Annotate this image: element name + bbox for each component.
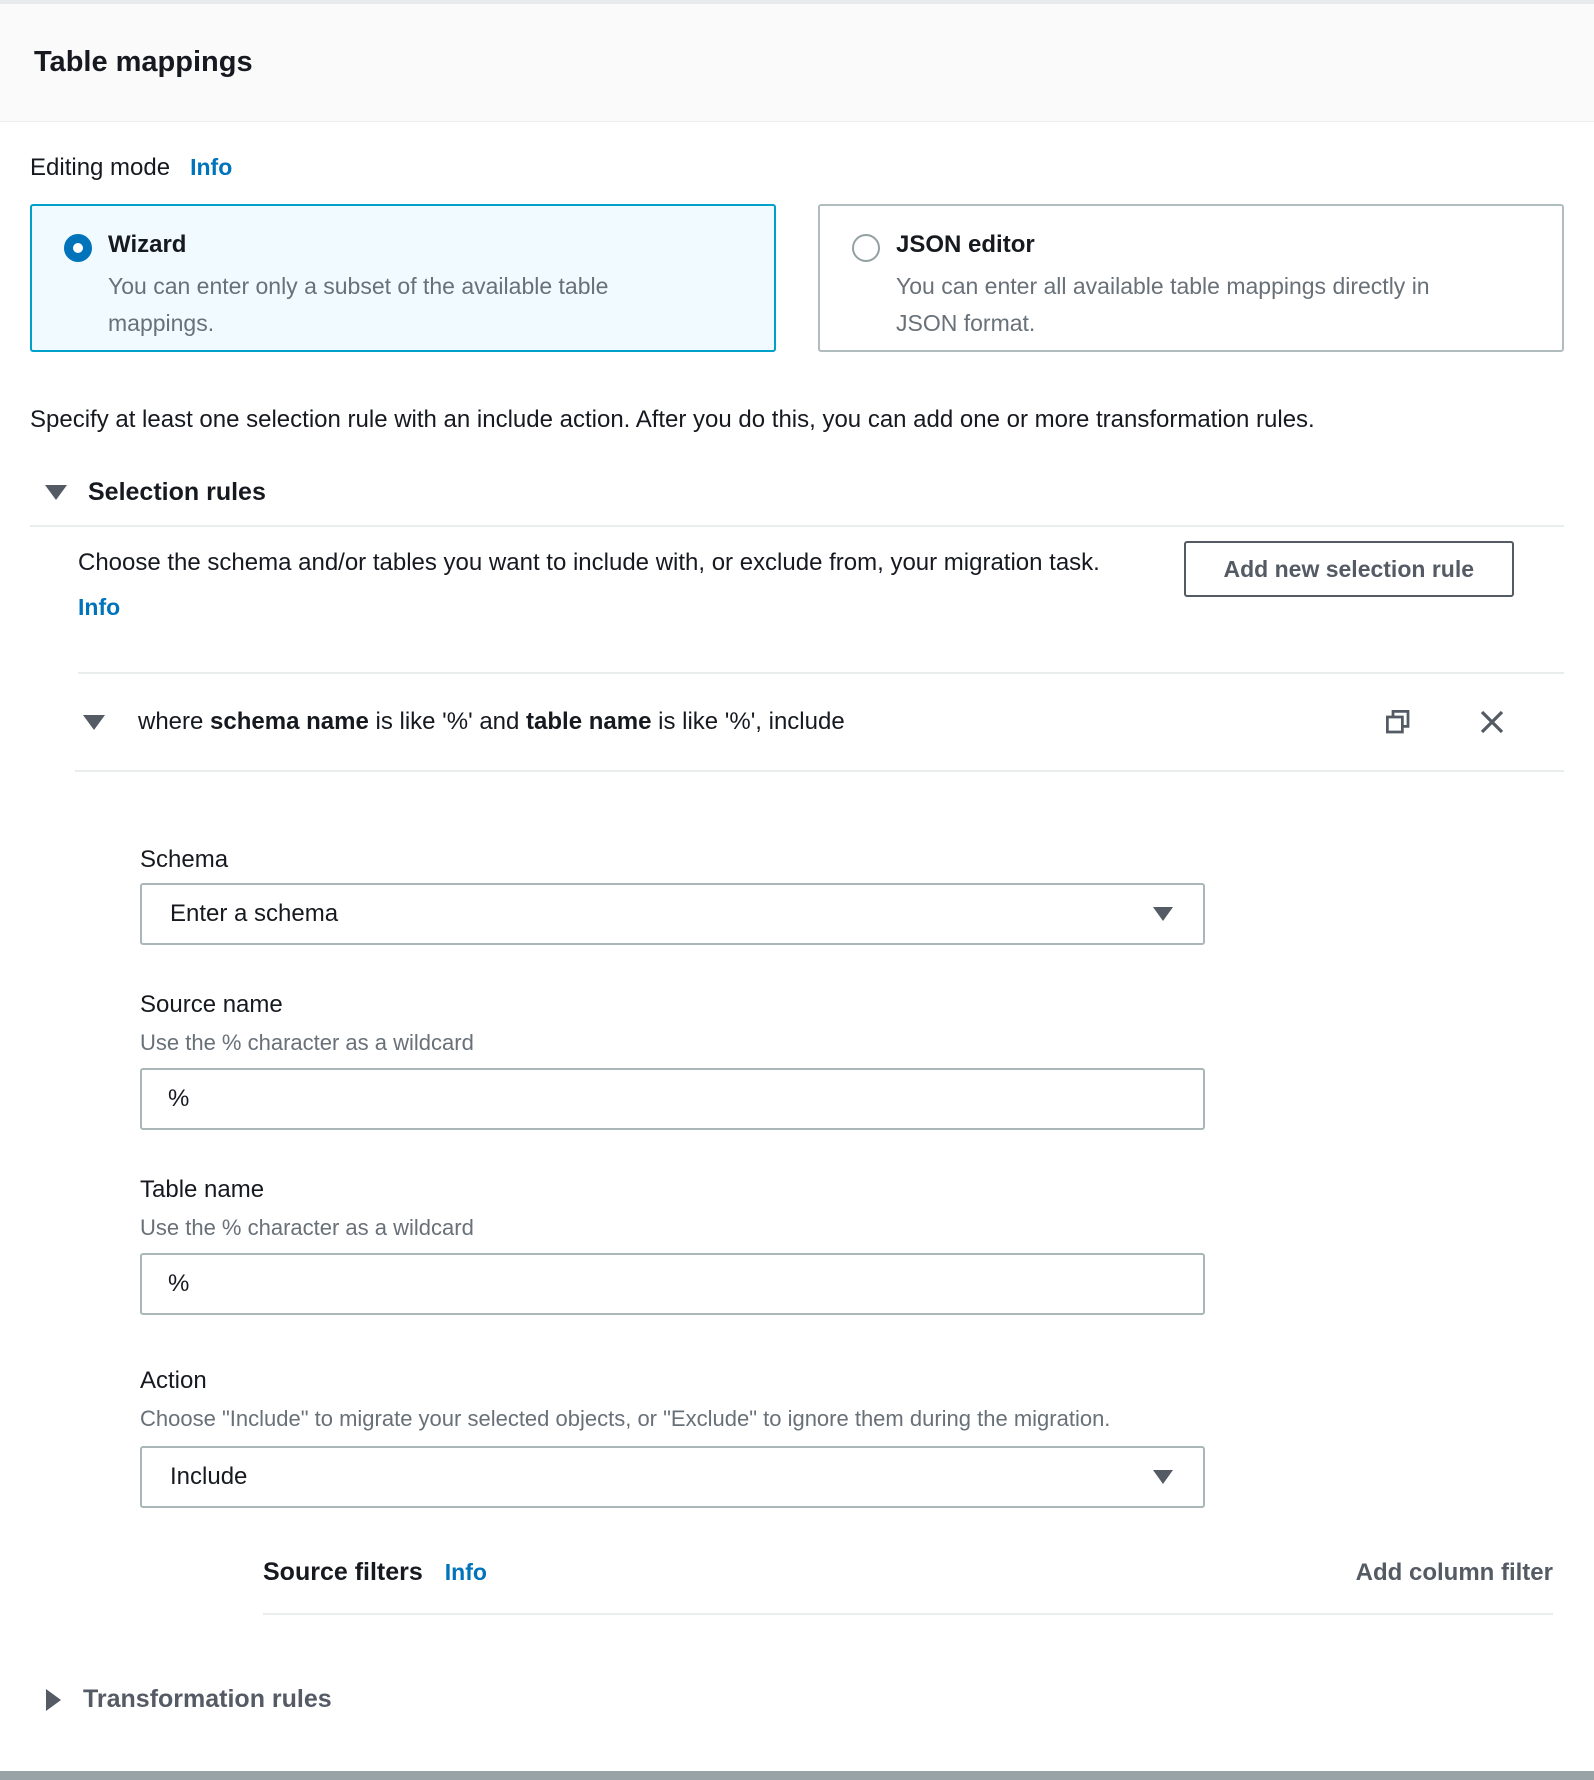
bottom-scrollbar xyxy=(0,1771,1594,1780)
radio-unselected-icon[interactable] xyxy=(852,234,880,262)
selection-rules-toolbar xyxy=(30,527,1564,654)
rule-summary-table-term: table name xyxy=(526,708,652,735)
rule-summary-text: where xyxy=(138,708,211,735)
caret-right-icon xyxy=(46,1689,61,1711)
divider xyxy=(263,1613,1553,1615)
editing-mode-info-link[interactable]: Info xyxy=(190,154,233,180)
schema-field-group xyxy=(140,845,1564,945)
action-field-group xyxy=(140,1366,1564,1508)
rule-summary-text: is like '%', include xyxy=(651,708,845,735)
table-name-label: Table name xyxy=(140,1176,265,1203)
rule-summary-schema-term: schema name xyxy=(210,708,369,735)
action-label: Action xyxy=(140,1367,207,1394)
wizard-option-description: You can enter only a subset of the available table mappings. xyxy=(108,273,609,336)
remove-rule-icon[interactable] xyxy=(1476,706,1508,738)
divider xyxy=(75,770,1564,772)
schema-select[interactable] xyxy=(140,883,1205,945)
intro-text: Specify at least one selection rule with an include action. After you do this, you can add one or more transformation rules. xyxy=(30,406,1315,433)
caret-down-icon xyxy=(45,485,67,500)
json-editor-option-label: JSON editor xyxy=(896,231,1035,258)
table-name-hint: Use the % character as a wildcard xyxy=(140,1215,474,1240)
rule-summary xyxy=(138,708,845,736)
editing-mode-row xyxy=(30,154,1564,182)
selection-rules-info-link[interactable]: Info xyxy=(78,594,121,620)
page-title: Table mappings xyxy=(34,46,253,78)
source-name-hint: Use the % character as a wildcard xyxy=(140,1030,474,1055)
table-name-field-group xyxy=(140,1175,1564,1315)
json-editor-card-text xyxy=(896,231,1471,350)
editing-mode-radio-group xyxy=(30,204,1564,352)
action-select-value: Include xyxy=(170,1463,248,1490)
action-select[interactable] xyxy=(140,1446,1205,1508)
selection-rules-description-block xyxy=(78,541,1118,630)
add-selection-rule-button[interactable]: Add new selection rule xyxy=(1184,541,1515,597)
wizard-card-text xyxy=(108,231,683,350)
schema-label: Schema xyxy=(140,846,229,873)
radio-card-json-editor[interactable] xyxy=(818,204,1564,352)
transformation-rules-title: Transformation rules xyxy=(83,1685,332,1713)
source-filters-row xyxy=(263,1558,1553,1587)
table-name-input[interactable] xyxy=(140,1253,1205,1315)
radio-card-wizard[interactable] xyxy=(30,204,776,352)
source-filters-label: Source filters xyxy=(263,1558,423,1586)
panel-header xyxy=(0,4,1594,122)
editing-mode-label: Editing mode xyxy=(30,154,171,181)
source-name-input[interactable] xyxy=(140,1068,1205,1130)
caret-down-icon xyxy=(1153,907,1173,921)
source-name-field-group xyxy=(140,990,1564,1130)
caret-down-icon xyxy=(1153,1470,1173,1484)
selection-rules-title: Selection rules xyxy=(88,478,266,506)
source-filters-info-link[interactable]: Info xyxy=(444,1559,487,1585)
json-editor-option-description: You can enter all available table mappings directly in JSON format. xyxy=(896,273,1430,336)
rule-summary-text: is like '%' and xyxy=(368,708,527,735)
action-hint: Choose "Include" to migrate your selected objects, or "Exclude" to ignore them during the migration. xyxy=(140,1406,1111,1431)
radio-selected-icon[interactable] xyxy=(64,234,92,262)
add-column-filter-button[interactable]: Add column filter xyxy=(1355,1558,1553,1586)
selection-rules-description: Choose the schema and/or tables you want to include with, or exclude from, your migration task. xyxy=(78,549,1100,576)
source-filters-heading xyxy=(263,1558,487,1587)
transformation-rules-header[interactable] xyxy=(30,1685,1564,1714)
wizard-option-label: Wizard xyxy=(108,231,187,258)
copy-rule-icon[interactable] xyxy=(1382,706,1414,738)
table-mappings-panel xyxy=(0,154,1594,1714)
selection-rules-header[interactable] xyxy=(30,478,1564,507)
source-name-label: Source name xyxy=(140,991,283,1018)
selection-rule-form xyxy=(30,845,1564,1615)
schema-select-value: Enter a schema xyxy=(170,900,339,927)
caret-down-icon[interactable] xyxy=(83,715,105,730)
selection-rule-header xyxy=(30,674,1564,770)
